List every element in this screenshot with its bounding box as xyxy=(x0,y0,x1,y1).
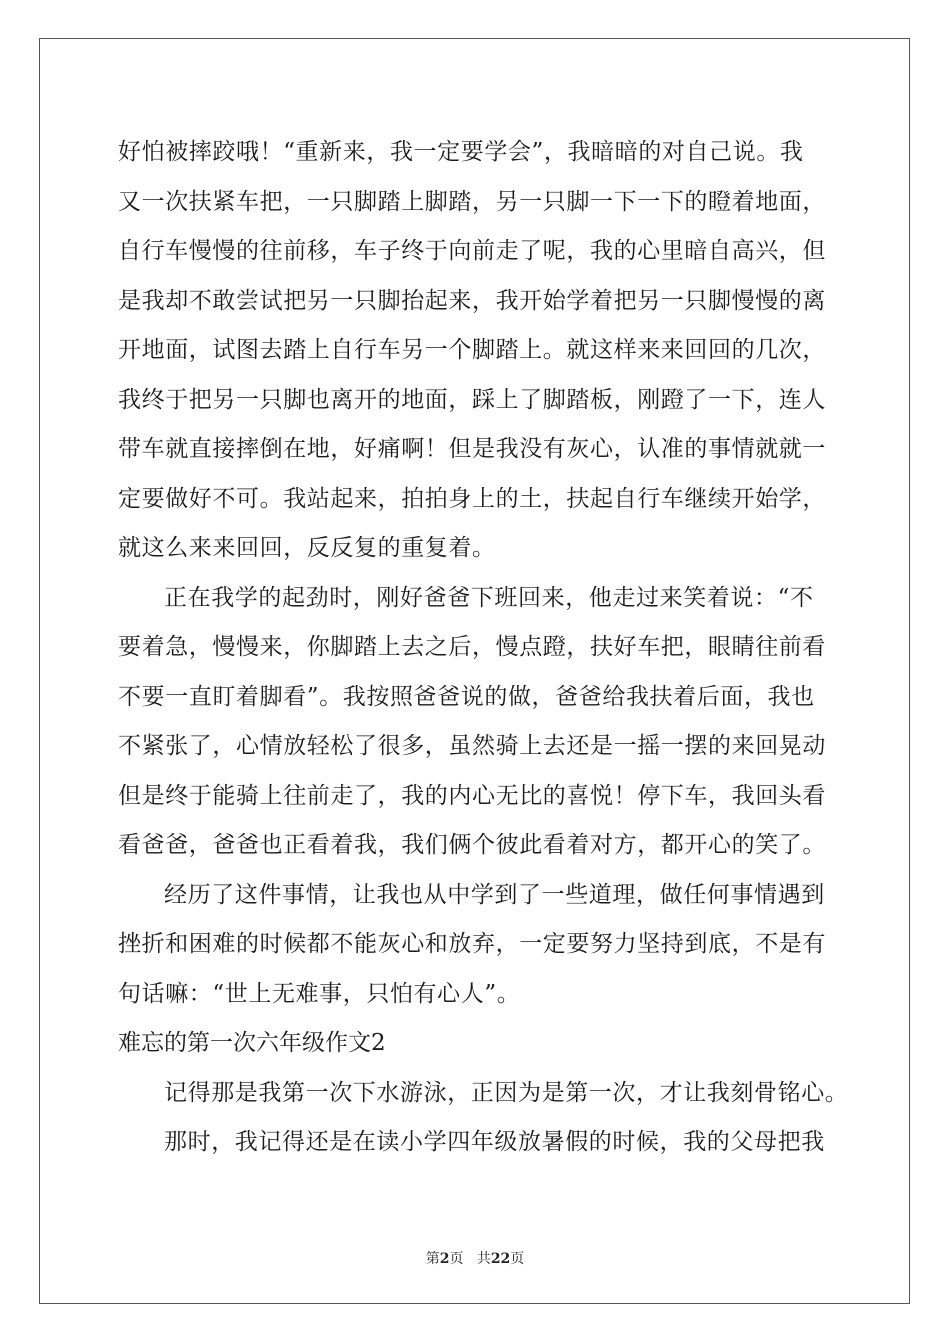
page-footer xyxy=(0,1248,950,1268)
paragraph-line: 要着急，慢慢来，你脚踏上去之后，慢点蹬，扶好车把，眼睛往前看 xyxy=(118,634,826,660)
paragraph-line: 经历了这件事情，让我也从中学到了一些道理，做任何事情遇到 xyxy=(164,881,825,908)
paragraph-line: 那时，我记得还是在读小学四年级放暑假的时候，我的父母把我 xyxy=(164,1129,825,1155)
page-prefix: 第 xyxy=(425,1251,440,1267)
paragraph-line: 正在我学的起劲时，刚好爸爸下班回来，他走过来笑着说：“不 xyxy=(164,584,814,611)
total-prefix: 共 xyxy=(476,1251,491,1267)
paragraph-line: 挫折和困难的时候都不能灰心和放弃，一定要努力坚持到底，不是有 xyxy=(118,931,826,957)
page-suffix: 页 xyxy=(449,1251,464,1267)
paragraph-line: 看爸爸，爸爸也正看着我，我们俩个彼此看着对方，都开心的笑了。 xyxy=(118,832,826,858)
document-body xyxy=(118,128,849,1168)
paragraph-line: 是我却不敢尝试把另一只脚抬起来，我开始学着把另一只脚慢慢的离 xyxy=(118,287,826,314)
paragraph-line: 开地面，试图去踏上自行车另一个脚踏上。就这样来来回回的几次， xyxy=(118,337,826,363)
section-title: 难忘的第一次六年级作文2 xyxy=(118,1030,386,1056)
paragraph-line: 就这么来来回回，反反复的重复着。 xyxy=(118,535,496,561)
paragraph-line: 记得那是我第一次下水游泳，正因为是第一次，才让我刻骨铭心。 xyxy=(164,1079,849,1106)
paragraph-line: 句话嘛：“世上无难事，只怕有心人”。 xyxy=(118,980,521,1007)
paragraph-line: 我终于把另一只脚也离开的地面，踩上了脚踏板，刚蹬了一下，连人 xyxy=(118,386,826,413)
paragraph-line: 定要做好不可。我站起来，拍拍身上的土，扶起自行车继续开始学， xyxy=(118,485,826,512)
paragraph-line: 不紧张了，心情放轻松了很多，虽然骑上去还是一摇一摆的来回晃动 xyxy=(118,733,826,759)
paragraph-line: 但是终于能骑上往前走了，我的内心无比的喜悦！停下车，我回头看 xyxy=(118,782,826,809)
paragraph-line: 好怕被摔跤哦！“重新来，我一定要学会”，我暗暗的对自己说。我 xyxy=(118,139,804,165)
paragraph-line: 不要一直盯着脚看”。我按照爸爸说的做，爸爸给我扶着后面，我也 xyxy=(118,683,815,710)
total-suffix: 页 xyxy=(510,1251,525,1267)
total-pages: 22 xyxy=(490,1251,511,1267)
page-number: 2 xyxy=(439,1251,450,1267)
paragraph-line: 又一次扶紧车把，一只脚踏上脚踏，另一只脚一下一下的瞪着地面， xyxy=(118,188,826,215)
paragraph-line: 自行车慢慢的往前移，车子终于向前走了呢，我的心里暗自高兴，但 xyxy=(118,238,826,264)
paragraph-line: 带车就直接摔倒在地，好痛啊！但是我没有灰心，认准的事情就就一 xyxy=(118,436,826,462)
